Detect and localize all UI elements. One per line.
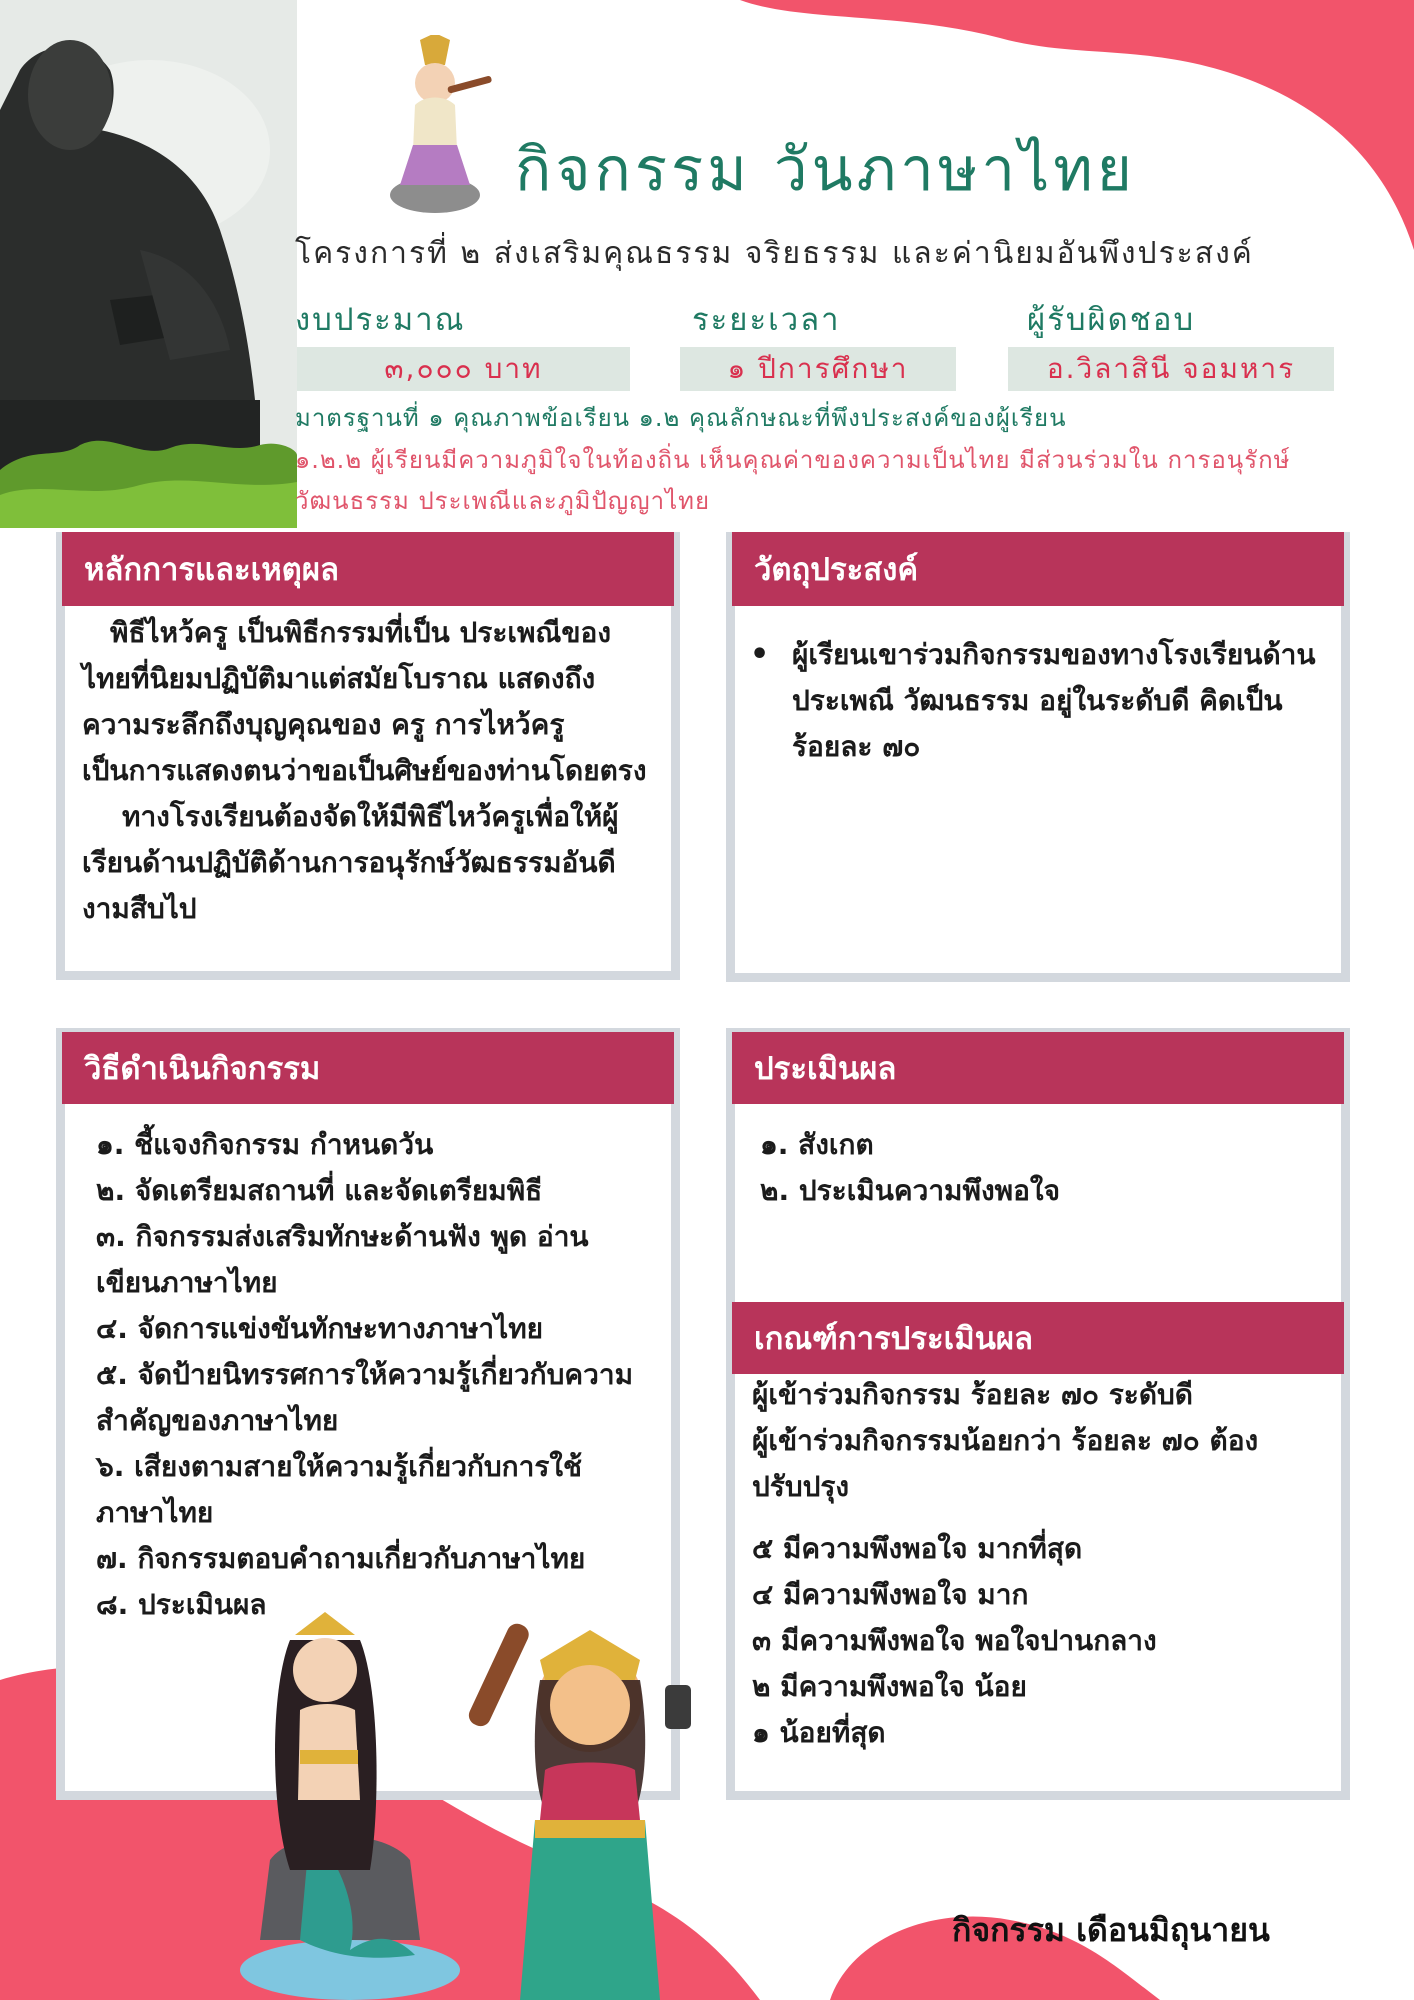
- procedure-item: ๗. กิจกรรมตอบคำถามเกี่ยวกับภาษาไทย: [96, 1542, 586, 1575]
- budget-value: ๓,๐๐๐ บาท: [297, 347, 630, 391]
- budget-label: งบประมาณ: [295, 302, 466, 338]
- rationale-body: [82, 610, 658, 932]
- evaluation-heading: ประเมินผล: [732, 1032, 1344, 1104]
- page-title: กิจกรรม วันภาษาไทย: [515, 135, 1136, 205]
- owner-label: ผู้รับผิดชอบ: [1027, 302, 1196, 338]
- duration-label: ระยะเวลา: [692, 302, 841, 338]
- procedure-item: ๒. จัดเตรียมสถานที่ และจัดเตรียมพิธี: [96, 1174, 543, 1207]
- statue-photo: [0, 0, 297, 528]
- duration-value: ๑ ปีการศึกษา: [680, 347, 956, 391]
- evaluation-list: [760, 1122, 1320, 1214]
- procedure-item: ๑. ชี้แจงกิจกรรม กำหนดวัน: [96, 1128, 434, 1161]
- flute-player-illustration: [375, 35, 495, 215]
- criteria-line: ผู้เข้าร่วมกิจกรรม ร้อยละ ๗๐ ระดับดี: [752, 1378, 1193, 1411]
- footer-text: กิจกรรม เดือนมิถุนายน: [952, 1911, 1270, 1949]
- criteria-scale-item: ๒ มีความพึงพอใจ น้อย: [752, 1670, 1027, 1703]
- procedure-list: [96, 1122, 636, 1628]
- giantess-illustration: [460, 1620, 720, 2000]
- project-name: โครงการที่ ๒ ส่งเสริมคุณธรรม จริยธรรม และค่านิยมอันพึงประสงค์: [295, 236, 1254, 271]
- procedure-item: ๘. ประเมินผล: [96, 1588, 267, 1621]
- evaluation-item: ๑. สังเกต: [760, 1128, 874, 1161]
- procedure-heading: วิธีดำเนินกิจกรรม: [62, 1032, 674, 1104]
- criteria-scale-item: ๕ มีความพึงพอใจ มากที่สุด: [752, 1532, 1083, 1565]
- objective-body: [750, 632, 1330, 770]
- rationale-heading: หลักการและเหตุผล: [62, 532, 674, 606]
- standard-text: มาตรฐานที่ ๑ คุณภาพข้อเรียน ๑.๒ คุณลักษณะที่พึงประสงค์ของผู้เรียน: [295, 404, 1067, 432]
- owner-value: อ.วิลาสินี จอมหาร: [1008, 347, 1334, 391]
- objective-heading: วัตถุประสงค์: [732, 532, 1344, 606]
- procedure-item: ๖. เสียงตามสายให้ความรู้เกี่ยวกับการใช้ภาษาไทย: [96, 1450, 583, 1529]
- rationale-paragraph: ทางโรงเรียนต้องจัดให้มีพิธีไหว้ครูเพื่อให้ผู้เรียนด้านปฏิบัติด้านการอนุรักษ์วัฒธรรมอันดีงามสืบไป: [82, 800, 619, 925]
- indicator-text: ๑.๒.๒ ผู้เรียนมีความภูมิใจในท้องถิ่น เห็นคุณค่าของความเป็นไทย มีส่วนร่วมใน การอนุรักษ์วัฒนธรรม ประเพณีและภูมิปัญญาไทย: [295, 446, 1291, 515]
- criteria-scale-item: ๔ มีความพึงพอใจ มาก: [752, 1578, 1029, 1611]
- procedure-item: ๔. จัดการแข่งขันทักษะทางภาษาไทย: [96, 1312, 544, 1345]
- objective-item: • ผู้เรียนเขาร่วมกิจกรรมของทางโรงเรียนด้านประเพณี วัฒนธรรม อยู่ในระดับดี คิดเป็นร้อยละ ๗๐: [750, 632, 1330, 770]
- criteria-scale-item: ๑ น้อยที่สุด: [752, 1716, 886, 1749]
- criteria-body: [752, 1372, 1332, 1756]
- criteria-scale-item: ๓ มีความพึงพอใจ พอใจปานกลาง: [752, 1624, 1157, 1657]
- rationale-paragraph: พิธีไหว้ครู เป็นพิธีกรรมที่เป็น ประเพณีของไทยที่นิยมปฏิบัติมาแต่สมัยโบราณ แสดงถึงความระลึกถึงบุญคุณของ ครู การไหว้ครูเป็นการแสดงตนว่าขอเป็นศิษย์ของท่านโดยตรง: [82, 616, 647, 787]
- criteria-line: ผู้เข้าร่วมกิจกรรมน้อยกว่า ร้อยละ ๗๐ ต้องปรับปรุง: [752, 1424, 1259, 1503]
- criteria-heading: เกณฑ์การประเมินผล: [732, 1302, 1344, 1374]
- evaluation-item: ๒. ประเมินความพึงพอใจ: [760, 1174, 1060, 1207]
- procedure-item: ๓. กิจกรรมส่งเสริมทักษะด้านฟัง พูด อ่าน เขียนภาษาไทย: [96, 1220, 589, 1299]
- mermaid-illustration: [230, 1610, 480, 2000]
- procedure-item: ๕. จัดป้ายนิทรรศการให้ความรู้เกี่ยวกับความสำคัญของภาษาไทย: [96, 1358, 634, 1437]
